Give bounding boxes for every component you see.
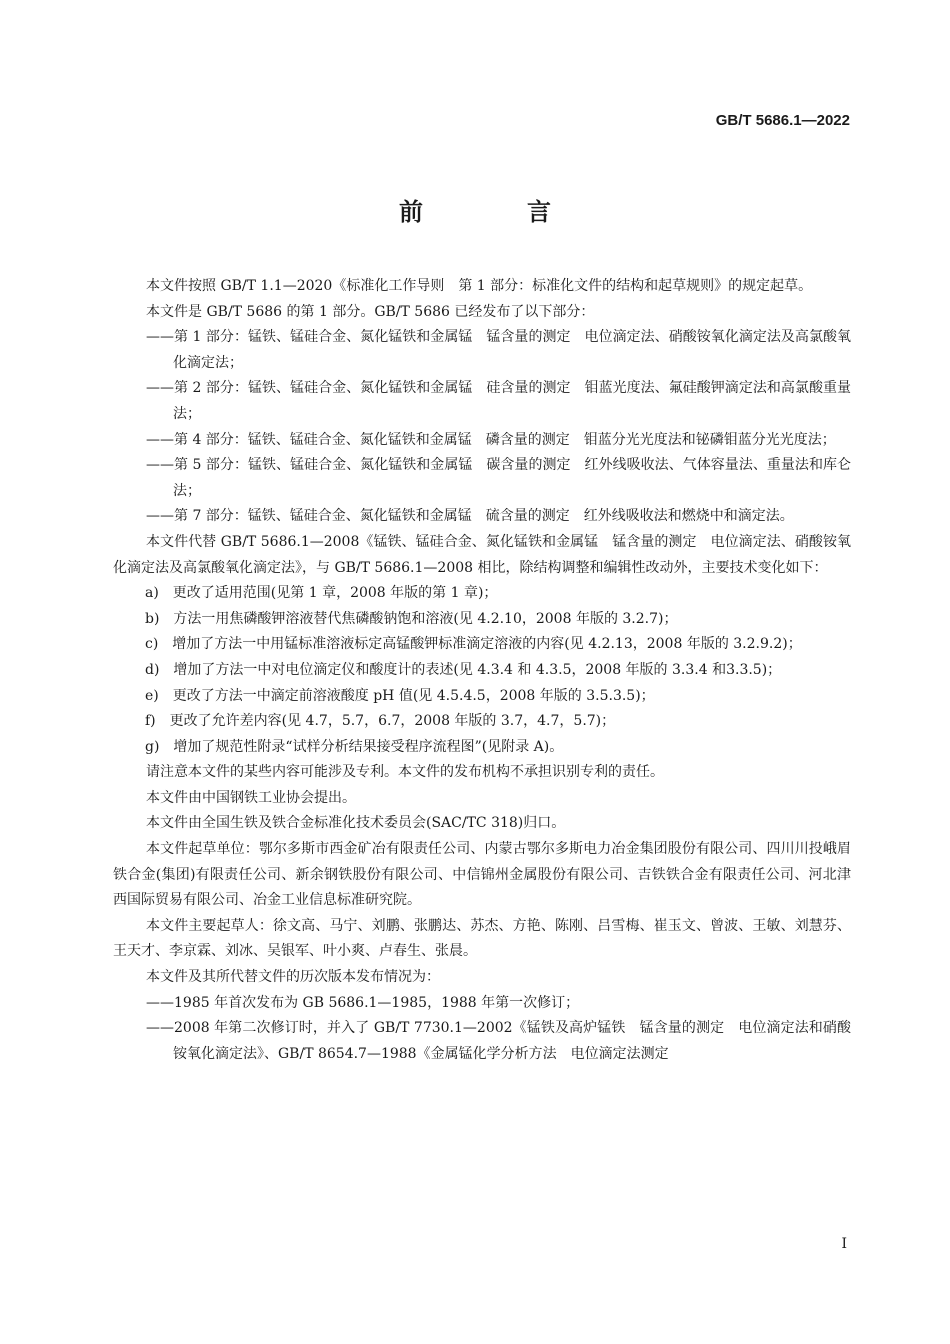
change-list-item: g) 增加了规范性附录“试样分析结果接受程序流程图”(见附录 A)。 <box>145 738 564 755</box>
document-code: GB/T 5686.1—2022 <box>715 112 850 129</box>
paragraph: 本文件起草单位：鄂尔多斯市西金矿冶有限责任公司、内蒙古鄂尔多斯电力冶金集团股份有限公司、四川川投峨眉铁合金(集团)有限责任公司、新余钢铁股份有限公司、中信锦州金属股份有限公司、吉铁铁合金有限责任公司、河北津西国际贸易有限公司、冶金工业信息标准研究院。 <box>113 841 851 909</box>
paragraph: 本文件由中国钢铁工业协会提出。 <box>146 789 356 806</box>
paragraph: 本文件由全国生铁及铁合金标准化技术委员会(SAC/TC 318)归口。 <box>146 815 566 832</box>
paragraph: 本文件按照 GB/T 1.1—2020《标准化工作导则 第 1 部分：标准化文件的结构和起草规则》的规定起草。 <box>146 278 813 294</box>
paragraph: 本文件及其所代替文件的历次版本发布情况为： <box>146 969 440 986</box>
change-list-item: c) 增加了方法一中用锰标准溶液标定高锰酸钾标准滴定溶液的内容(见 4.2.13，2008 年版的 3.2.9.2)； <box>145 636 802 653</box>
change-list-item: e) 更改了方法一中滴定前溶液酸度 pH 值(见 4.5.4.5，2008 年版的 3.5.3.5)； <box>145 687 655 704</box>
history-list-item: ——2008 年第二次修订时，并入了 GB/T 7730.1—2002《锰铁及高炉锰铁 锰含量的测定 电位滴定法和硝酸铵氧化滴定法》、GB/T 8654.7—1988《金属锰化学分析方法 电位滴定法测定 <box>146 1020 851 1062</box>
paragraph: 请注意本文件的某些内容可能涉及专利。本文件的发布机构不承担识别专利的责任。 <box>146 764 664 781</box>
document-body <box>113 274 851 1067</box>
change-list-item: f) 更改了允许差内容(见 4.7，5.7，6.7，2008 年版的 3.7，4.7，5.7)； <box>145 713 616 730</box>
paragraph: 本文件主要起草人：徐文高、马宁、刘鹏、张鹏达、苏杰、方艳、陈刚、吕雪梅、崔玉文、曾波、王敏、刘慧芬、王天才、李京霖、刘冰、吴银军、叶小爽、卢春生、张晨。 <box>113 917 851 960</box>
paragraph: 本文件代替 GB/T 5686.1—2008《锰铁、锰硅合金、氮化锰铁和金属锰 锰含量的测定 电位滴定法、硝酸铵氧化滴定法及高氯酸氧化滴定法》，与 GB/T 5686.1—2008 相比，除结构调整和编辑性改动外，主要技术变化如下： <box>113 533 851 576</box>
history-list-item: ——1985 年首次发布为 GB 5686.1—1985，1988 年第一次修订； <box>146 994 580 1011</box>
part-list-item: ——第 1 部分：锰铁、锰硅合金、氮化锰铁和金属锰 锰含量的测定 电位滴定法、硝酸铵氧化滴定法及高氯酸氧化滴定法； <box>146 329 851 371</box>
part-list-item: ——第 5 部分：锰铁、锰硅合金、氮化锰铁和金属锰 碳含量的测定 红外线吸收法、气体容量法、重量法和库仑法； <box>146 457 851 499</box>
page-number: I <box>841 1236 847 1252</box>
part-list-item: ——第 4 部分：锰铁、锰硅合金、氮化锰铁和金属锰 磷含量的测定 钼蓝分光光度法和铋磷钼蓝分光光度法； <box>146 431 836 448</box>
change-list-item: a) 更改了适用范围(见第 1 章，2008 年版的第 1 章)； <box>145 585 498 602</box>
part-list-item: ——第 2 部分：锰铁、锰硅合金、氮化锰铁和金属锰 硅含量的测定 钼蓝光度法、氟硅酸钾滴定法和高氯酸重量法； <box>146 380 851 422</box>
page-title: 前 言 <box>399 198 591 226</box>
part-list-item: ——第 7 部分：锰铁、锰硅合金、氮化锰铁和金属锰 硫含量的测定 红外线吸收法和燃烧中和滴定法。 <box>146 508 794 525</box>
change-list-item: d) 增加了方法一中对电位滴定仪和酸度计的表述(见 4.3.4 和 4.3.5，2008 年版的 3.3.4 和3.3.5)； <box>145 661 782 678</box>
paragraph: 本文件是 GB/T 5686 的第 1 部分。GB/T 5686 已经发布了以下部分： <box>146 303 595 320</box>
change-list-item: b) 方法一用焦磷酸钾溶液替代焦磷酸钠饱和溶液(见 4.2.10，2008 年版的 3.2.7)； <box>145 610 678 627</box>
